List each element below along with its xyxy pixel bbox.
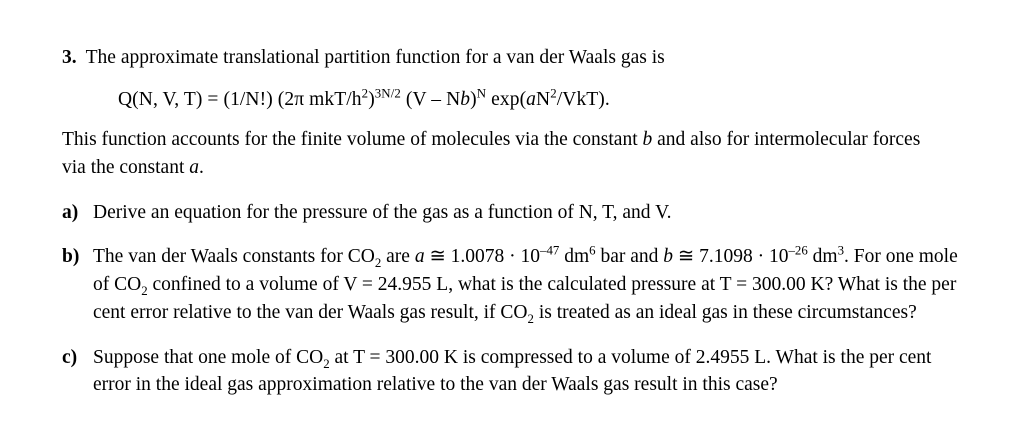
part-b-line1-pre: The van der Waals constants for CO xyxy=(93,246,375,268)
part-b-val2: ≅ 7.1098 · 10 xyxy=(673,246,789,268)
part-b-line1-sub: 2 xyxy=(374,256,382,271)
part-b-exp1: –47 xyxy=(540,243,560,258)
part-a xyxy=(62,199,964,227)
problem-note xyxy=(62,126,922,181)
part-b-constant-a: a xyxy=(414,246,425,268)
note-constant-b: b xyxy=(642,129,653,151)
part-c-line3: this case? xyxy=(702,374,778,396)
equation-paren: (V – N xyxy=(400,88,461,110)
problem-3 xyxy=(62,44,964,399)
part-b-line2-post: confined to a volume of V = 24.955 L, what is the calculated xyxy=(147,274,627,296)
part-c-line2: is the per cent error in the ideal gas approximation relative to the van der Waals gas result in xyxy=(93,346,932,396)
part-c-line1-pre: Suppose that one mole of CO xyxy=(93,346,324,368)
equation-close-paren: ) xyxy=(470,88,477,110)
note-part-1: This function accounts for the finite volume of molecules via the constant xyxy=(62,129,643,151)
part-b-line4-pre: if CO xyxy=(483,301,528,323)
equation-exp-big: 3N/2 xyxy=(374,86,401,101)
equation-mid: ) xyxy=(368,88,375,110)
problem-stem xyxy=(62,44,964,72)
note-part-3: . xyxy=(199,157,204,179)
part-b-line4-post: is treated as an ideal gas in these circumstances? xyxy=(533,301,917,323)
equation-a-italic: a xyxy=(526,88,537,110)
part-b-line2-sub: 2 xyxy=(141,284,148,299)
equation-tail3: /VkT). xyxy=(556,88,610,110)
equation-exp-2: 2 xyxy=(550,86,557,101)
equation-lhs: Q(N, V, T) = (1/N!) (2π mkT/h xyxy=(118,88,362,110)
part-b-exp2: 6 xyxy=(589,243,596,258)
equation-exp-h: 2 xyxy=(361,86,369,101)
part-b-unit2: bar and xyxy=(595,246,664,268)
part-c-label: c) xyxy=(62,346,78,368)
part-b-line4-sub: 2 xyxy=(527,311,534,326)
equation-exp-n: N xyxy=(476,86,487,101)
part-b-exp3: –26 xyxy=(788,243,808,258)
part-a-label: a) xyxy=(62,201,79,223)
note-constant-a: a xyxy=(189,157,200,179)
part-b-line3: pressure at T = 300.00 K? What is the per cent error relative to the van der Waals gas result, xyxy=(93,274,957,323)
part-b-line2-pre: dm xyxy=(812,246,838,268)
part-b-text xyxy=(93,243,964,326)
equation-tail: exp( xyxy=(486,88,527,110)
part-b xyxy=(62,243,964,326)
part-a-text: Derive an equation for the pressure of the gas as a function of N, T, and V. xyxy=(93,201,672,223)
part-c-line1-sub: 2 xyxy=(323,356,330,371)
part-b-constant-b: b xyxy=(663,246,674,268)
problem-parts xyxy=(62,199,964,399)
equation-b-italic: b xyxy=(460,88,471,110)
partition-function-equation xyxy=(118,86,964,114)
note-part-2: and also for intermolecular forces via the constant xyxy=(62,129,921,179)
part-b-val1: ≅ 1.0078 · 10 xyxy=(424,246,541,268)
problem-stem-text: The approximate translational partition function for a van der Waals gas is xyxy=(85,47,665,68)
part-c-line1-post: at T = 300.00 K is compressed to a volume of 2.4955 L. What xyxy=(329,346,818,368)
problem-number: 3. xyxy=(62,47,77,68)
part-c xyxy=(62,344,964,399)
part-b-line2-exp: 3 xyxy=(837,243,845,258)
part-b-line2-mid: . For one mole of CO xyxy=(93,246,958,296)
equation-tail2: N xyxy=(536,88,551,110)
part-c-text xyxy=(93,344,964,399)
part-b-line1-mid: are xyxy=(381,246,415,268)
part-b-unit1: dm xyxy=(559,246,590,268)
part-b-label: b) xyxy=(62,246,80,268)
